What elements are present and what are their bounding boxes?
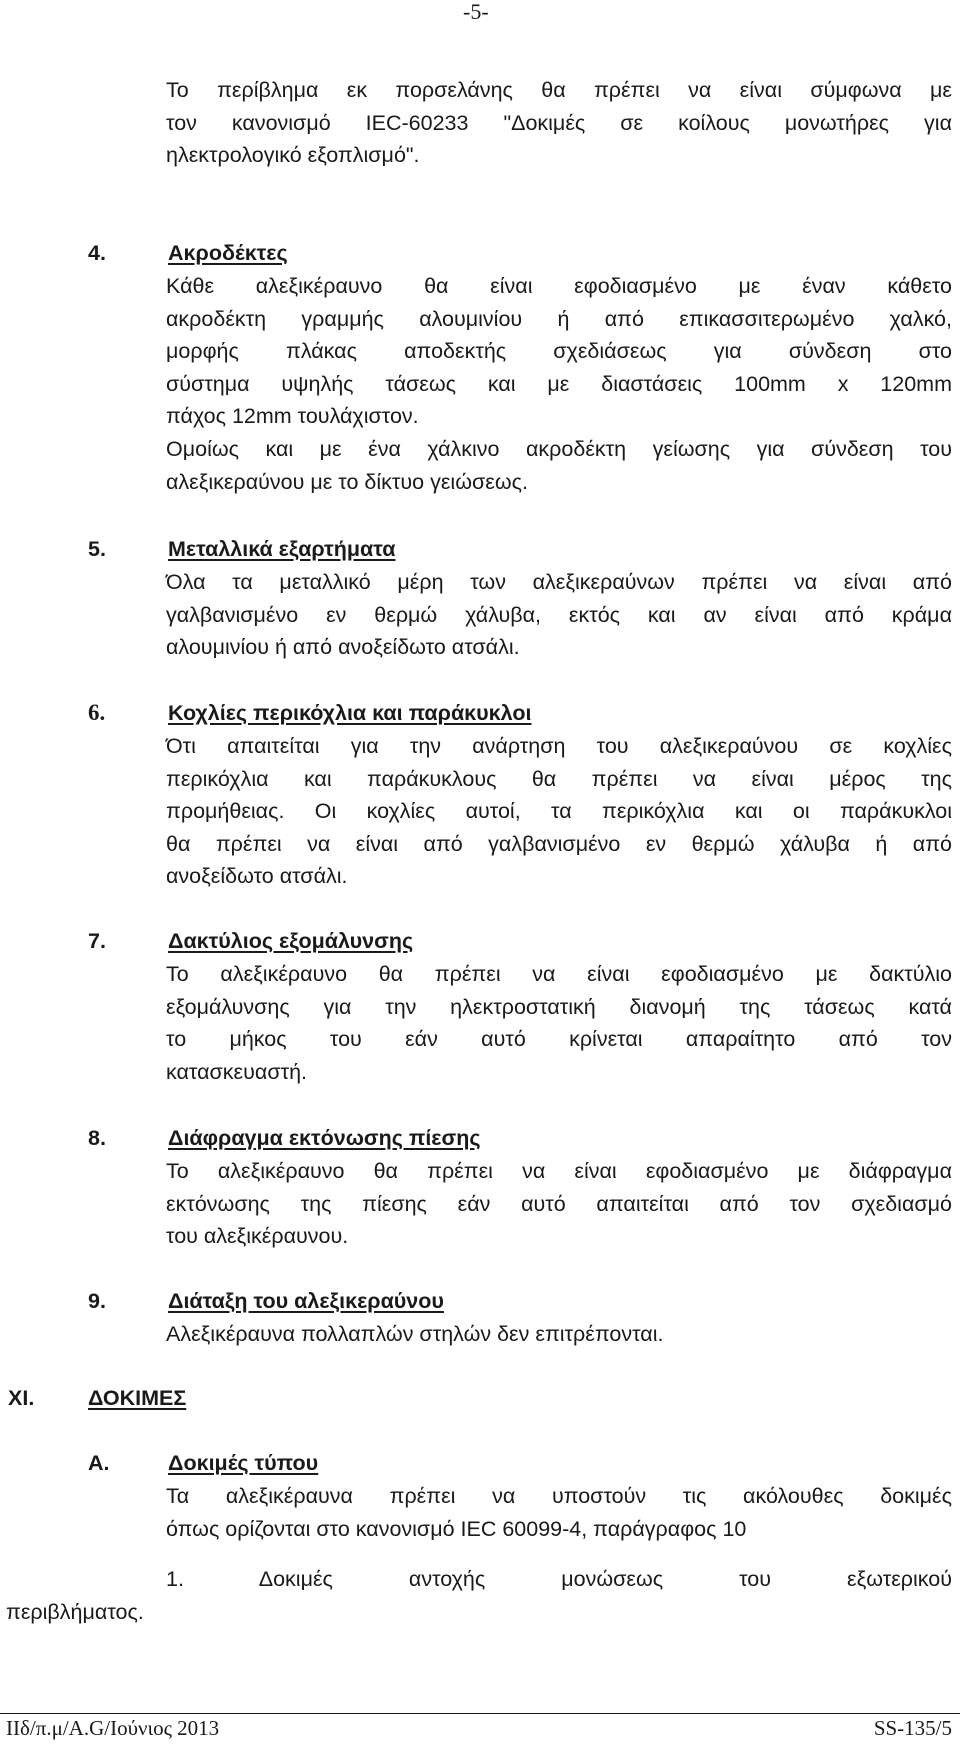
section-6-number: 6. [88, 700, 106, 725]
body-line: αλουμινίου ή από ανοξείδωτο ατσάλι. [166, 635, 520, 660]
body-line: κατασκευαστή. [166, 1059, 308, 1084]
body-line: Αλεξικέραυνα πολλαπλών στηλών δεν επιτρέπονται. [166, 1322, 664, 1346]
body-line: Το αλεξικέραυνο θα πρέπει να είναι εφοδιασμένο με διάφραγμα [166, 1159, 952, 1183]
section-8-body [166, 1155, 952, 1253]
body-line: Τα αλεξικέραυνα πρέπει να υποστούν τις ακόλουθες δοκιμές [166, 1484, 952, 1508]
section-4-number: 4. [88, 241, 106, 265]
body-line: Κάθε αλεξικέραυνο θα είναι εφοδιασμένο με έναν κάθετο [166, 274, 952, 298]
section-a-item-1 [166, 1563, 952, 1596]
section-7-title: Δακτύλιος εξομάλυνσης [168, 929, 414, 953]
section-5-number: 5. [88, 537, 106, 561]
section-4-body [166, 270, 952, 498]
body-line: μορφής πλάκας αποδεκτής σχεδιάσεως για σύνδεση στο [166, 339, 952, 364]
body-line: όπως ορίζονται στο κανονισμό IEC 60099-4, παράγραφος 10 [166, 1516, 747, 1541]
section-9-number: 9. [88, 1289, 106, 1313]
body-line: εκτόνωσης της πίεσης εάν αυτό απαιτείται από τον σχεδιασμό [166, 1191, 952, 1216]
body-line: το μήκος του εάν αυτό κρίνεται απαραίτητο από τον [166, 1027, 952, 1052]
page-number: -5- [463, 0, 489, 24]
body-line: εξομάλυνσης για την ηλεκτροστατική διανομή της τάσεως κατά [166, 994, 952, 1019]
footer-rule [0, 1713, 960, 1714]
section-4-title: Ακροδέκτες [168, 241, 288, 265]
intro-line: Το περίβλημα εκ πορσελάνης θα πρέπει να είναι σύμφωνα με [166, 78, 952, 102]
section-a-body [166, 1480, 952, 1545]
section-8-title: Διάφραγμα εκτόνωσης πίεσης [168, 1126, 481, 1150]
section-a-letter: A. [88, 1451, 110, 1475]
footer-left: ΙΙδ/π.μ/A.G/Ιούνιος 2013 [6, 1716, 220, 1740]
body-line: Όλα τα μεταλλικό μέρη των αλεξικεραύνων πρέπει να είναι από [166, 570, 952, 594]
body-line: Ότι απαιτείται για την ανάρτηση του αλεξικεραύνου σε κοχλίες [166, 734, 952, 758]
section-5-title: Μεταλλικά εξαρτήματα [168, 537, 396, 561]
item-line: 1. Δοκιμές αντοχής μονώσεως του εξωτερικού [166, 1567, 952, 1591]
footer-right: SS-135/5 [873, 1716, 952, 1740]
intro-line: τον κανονισμό IEC-60233 "Δοκιμές σε κοίλους μονωτήρες για [166, 110, 952, 135]
section-6-body [166, 730, 952, 893]
body-line: γαλβανισμένο εν θερμώ χάλυβα, εκτός και αν είναι από κράμα [166, 602, 952, 627]
body-line: ακροδέκτη γραμμής αλουμινίου ή από επικασσιτερωμένο χαλκό, [166, 306, 952, 331]
body-line: ανοξείδωτο ατσάλι. [166, 864, 348, 889]
body-line: περικόχλια και παράκυκλους θα πρέπει να είναι μέρος της [166, 766, 952, 791]
body-line: προμήθειας. Οι κοχλίες αυτοί, τα περικόχλια και οι παράκυκλοι [166, 799, 952, 824]
section-7-number: 7. [88, 929, 106, 953]
chapter-xi-title: ΔΟΚΙΜΕΣ [88, 1386, 187, 1410]
section-9-body [166, 1318, 952, 1351]
section-5-body [166, 566, 952, 664]
body-line: Το αλεξικέραυνο θα πρέπει να είναι εφοδιασμένο με δακτύλιο [166, 962, 952, 986]
body-line: πάχος 12mm τουλάχιστον. [166, 404, 419, 429]
chapter-xi-number: XI. [8, 1386, 35, 1410]
section-a-item-1-continuation: περιβλήματος. [6, 1600, 144, 1624]
section-7-body [166, 958, 952, 1088]
body-line: θα πρέπει να είναι από γαλβανισμένο εν θερμώ χάλυβα ή από [166, 831, 952, 856]
section-9-title: Διάταξη του αλεξικεραύνου [168, 1289, 444, 1313]
section-8-number: 8. [88, 1126, 106, 1150]
intro-line: ηλεκτρολογικό εξοπλισμό". [166, 143, 420, 168]
body-line: αλεξικεραύνου με το δίκτυο γειώσεως. [166, 469, 528, 494]
body-line: του αλεξικέραυνου. [166, 1224, 349, 1249]
body-line: σύστημα υψηλής τάσεως και με διαστάσεις 100mm x 120mm [166, 371, 952, 396]
intro-paragraph [166, 74, 952, 172]
section-a-title: Δοκιμές τύπου [168, 1451, 319, 1475]
section-6-title: Κοχλίες περικόχλια και παράκυκλοι [168, 701, 532, 725]
body-line: Ομοίως και με ένα χάλκινο ακροδέκτη γείωσης για σύνδεση του [166, 436, 952, 461]
